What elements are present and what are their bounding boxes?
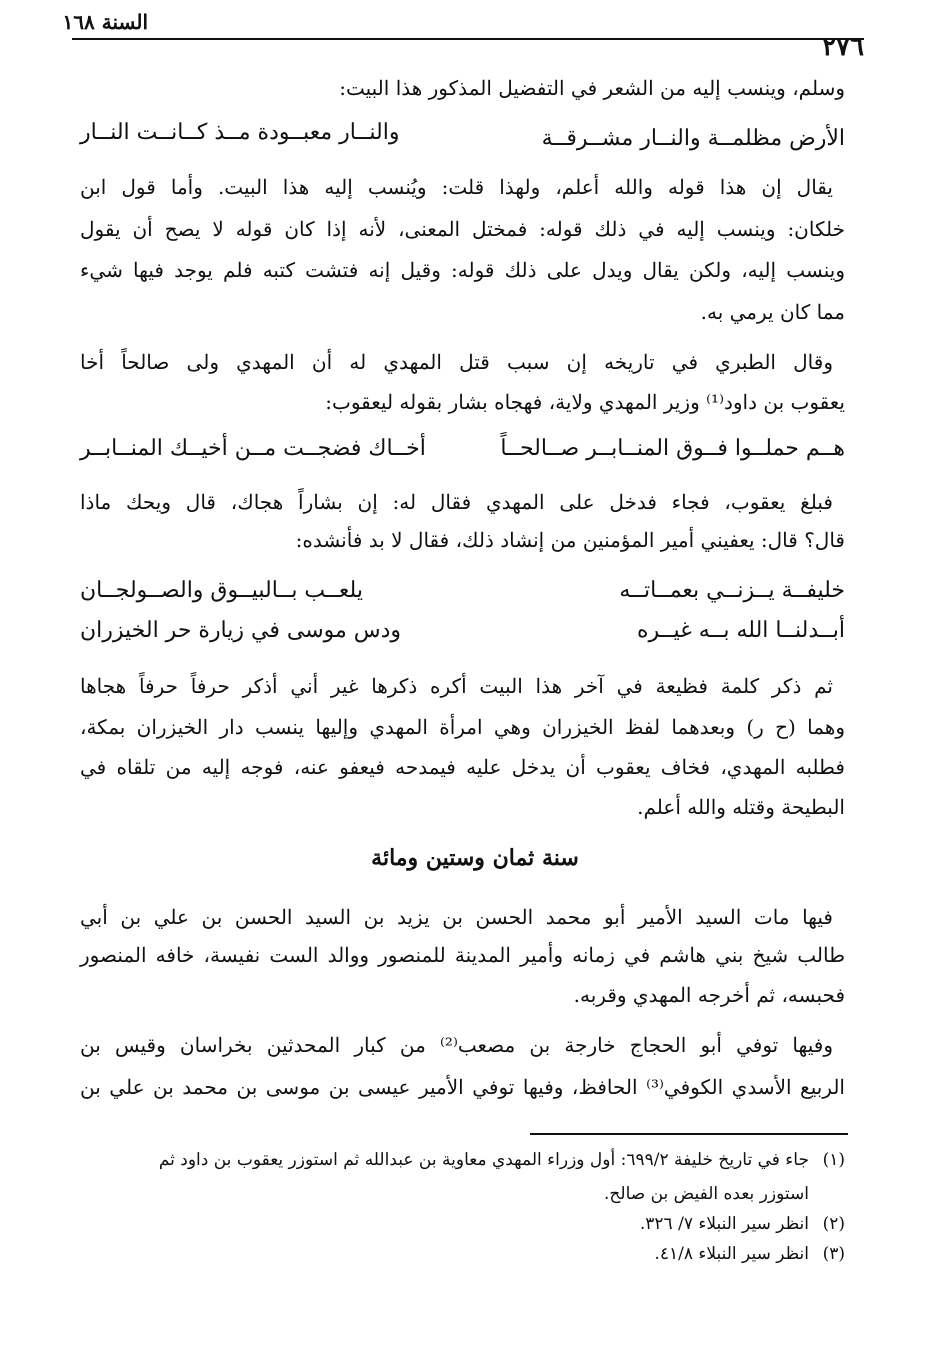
footnote-number: (٢) [822, 1214, 845, 1234]
footnote [82, 1244, 845, 1264]
footnote-number: (١) [822, 1150, 845, 1170]
verse-hemistich-right: الأرض مظلمــة والنــار مشــرقــة [541, 126, 845, 151]
text-line: الربيع الأسدي الكوفي⁽³⁾ الحافظ، وفيها توفي الأمير عيسى بن موسى بن محمد بن علي بن [80, 1075, 845, 1099]
text-line: خلكان: وينسب إليه في ذلك قوله: فمختل المعنى، لأنه إذا كان قوله لا يصح أن يقول [80, 217, 845, 241]
text-line: ثم ذكر كلمة فظيعة في آخر هذا البيت أكره ذكرها غير أني أذكر حرفاً حرفاً هجاها [80, 674, 833, 698]
section-heading: سنة ثمان وستين ومائة [371, 845, 579, 871]
footnote [82, 1184, 845, 1204]
text-line: يقال إن هذا قوله والله أعلم، ولهذا قلت: ويُنسب إليه هذا البيت. وأما قول ابن [80, 175, 833, 199]
verse-hemistich-left: والنــار معبــودة مــذ كــانــت النــار [80, 120, 400, 145]
footnote [82, 1150, 845, 1170]
text-line: فبلغ يعقوب، فجاء فدخل على المهدي فقال له: إن بشاراً هجاك، قال ويحك ماذا [80, 490, 833, 514]
text-line: وسلم، وينسب إليه من الشعر في التفضيل المذكور هذا البيت: [339, 76, 845, 100]
header-rule [72, 38, 864, 40]
verse-hemistich-left: يلعــب بــالبيــوق والصــولجــان [80, 578, 363, 603]
text-line: فيها مات السيد الأمير أبو محمد الحسن بن يزيد بن السيد الحسن بن علي بن أبي [80, 905, 833, 929]
footnote-text: استوزر بعده الفيض بن صالح. [604, 1184, 809, 1204]
verse-hemistich-right: هــم حملــوا فــوق المنــابــر صــالحــاً [500, 436, 845, 461]
text-line: البطيحة وقتله والله أعلم. [637, 795, 845, 819]
verse-hemistich-left: أخــاك فضجــت مــن أخيــك المنــابــر [80, 436, 426, 461]
text-line: يعقوب بن داود⁽¹⁾ وزير المهدي ولاية، فهجاه بشار بقوله ليعقوب: [325, 390, 845, 414]
text-line: فطلبه المهدي، فخاف يعقوب أن يدخل عليه فيمدحه فيعفو عنه، فوجه إليه من تلقاه في [80, 755, 845, 779]
verse-hemistich-left: ودس موسى في زيارة حر الخيزران [80, 618, 402, 643]
text-line: وهما (ح ر) وبعدهما لفظ الخيزران وهي امرأة المهدي وإليها ينسب دار الخيزران بمكة، [80, 715, 845, 739]
text-line: وفيها توفي أبو الحجاج خارجة بن مصعب⁽²⁾ من كبار المحدثين بخراسان وقيس بن [80, 1033, 833, 1057]
page-number: ٢٧٦ [822, 32, 864, 62]
text-line: مما كان يرمي به. [700, 300, 845, 324]
text-line: قال؟ قال: يعفيني أمير المؤمنين من إنشاد ذلك، فقال لا بد فأنشده: [295, 528, 845, 552]
text-line: طالب شيخ بني هاشم في زمانه وأمير المدينة للمنصور ووالد الست نفيسة، خافه المنصور [80, 943, 845, 967]
footnote-number: (٣) [822, 1244, 845, 1264]
footnote-text: انظر سير النبلاء ٤١/٨. [654, 1244, 809, 1264]
footnote-text: جاء في تاريخ خليفة ٦٩٩/٢: أول وزراء المهدي معاوية بن عبدالله ثم استوزر يعقوب بن داود ثم [158, 1150, 809, 1170]
verse-hemistich-right: خليفــة يــزنــي بعمــاتــه [619, 578, 845, 603]
text-line: فحبسه، ثم أخرجه المهدي وقربه. [573, 983, 845, 1007]
verse-hemistich-right: أبــدلنــا الله بــه غيــره [637, 618, 845, 643]
footnote-rule [530, 1133, 848, 1135]
header-year: السنة ١٦٨ [62, 10, 148, 34]
footnote-text: انظر سير النبلاء ٧/ ٣٢٦. [639, 1214, 809, 1234]
text-line: وينسب إليه، ولكن يقال ويدل على ذلك قوله: وقيل إنه فتشت كتبه فلم يوجد فيها شيء [80, 258, 845, 282]
footnote [82, 1214, 845, 1234]
text-line: وقال الطبري في تاريخه إن سبب قتل المهدي له أن المهدي ولى صالحاً أخا [80, 350, 833, 374]
